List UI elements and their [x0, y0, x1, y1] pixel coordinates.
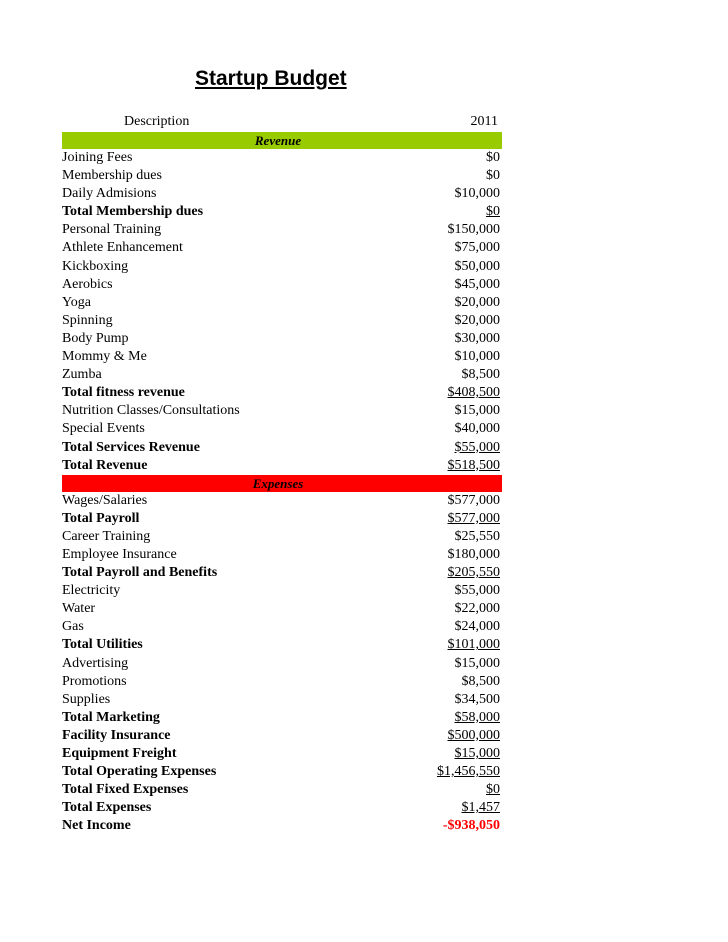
table-row [62, 276, 502, 294]
row-label: Equipment Freight [62, 746, 177, 761]
row-value: $0 [486, 150, 500, 165]
row-label: Employee Insurance [62, 546, 177, 562]
table-row [62, 799, 502, 817]
table-row [62, 330, 502, 348]
row-value: $408,500 [447, 385, 500, 401]
table-row [62, 600, 502, 618]
table-row [62, 564, 502, 582]
row-label: Personal Training [62, 222, 162, 238]
table-row [62, 745, 502, 763]
page-title: Startup Budget [195, 67, 347, 90]
row-label: Total Membership dues [62, 204, 204, 220]
row-label: Kickboxing [62, 258, 129, 274]
table-row [62, 817, 502, 835]
table-row [62, 691, 502, 709]
table-row [62, 528, 502, 546]
row-value: $577,000 [447, 492, 500, 508]
table-row [62, 618, 502, 636]
row-value: $150,000 [447, 222, 500, 238]
row-value: $24,000 [454, 619, 500, 635]
budget-sections [62, 132, 502, 835]
row-value: $20,000 [454, 312, 500, 328]
table-row [62, 384, 502, 402]
row-label: Total Utilities [62, 637, 143, 653]
row-value: $34,500 [454, 691, 500, 707]
row-label: Total Payroll [62, 510, 140, 526]
table-row [62, 420, 502, 438]
table-row [62, 582, 502, 600]
table-row [62, 781, 502, 799]
row-value: $101,000 [447, 637, 500, 653]
row-label: Athlete Enhancement [62, 240, 183, 256]
table-row [62, 673, 502, 691]
row-label: Total Expenses [62, 800, 152, 816]
row-label: Total fitness revenue [62, 385, 185, 401]
row-label: Total Fixed Expenses [62, 782, 189, 798]
table-row [62, 239, 502, 257]
row-value: $8,500 [461, 673, 500, 689]
table-row [62, 348, 502, 366]
row-label: Membership dues [62, 168, 162, 184]
description-column-header: Description [124, 114, 190, 129]
row-value: $1,457 [461, 800, 500, 816]
row-label: Yoga [62, 294, 91, 310]
table-row [62, 655, 502, 673]
row-value: $500,000 [447, 727, 500, 743]
row-label: Nutrition Classes/Consultations [62, 403, 240, 419]
table-row [62, 636, 502, 654]
row-label: Mommy & Me [62, 349, 147, 365]
row-label: Total Payroll and Benefits [62, 565, 218, 581]
table-row [62, 727, 502, 745]
row-value: $22,000 [454, 601, 500, 617]
table-row [62, 185, 502, 203]
row-value: $0 [486, 782, 500, 798]
row-label: Total Operating Expenses [62, 764, 217, 780]
section-title: Expenses [252, 475, 304, 491]
row-value: $55,000 [454, 583, 500, 599]
row-value: $1,456,550 [437, 764, 500, 780]
table-row [62, 709, 502, 727]
table-row [62, 221, 502, 239]
table-row [62, 312, 502, 330]
table-row [62, 439, 502, 457]
row-label: Special Events [62, 421, 145, 437]
row-label: Wages/Salaries [62, 492, 148, 508]
row-value: $577,000 [447, 510, 500, 526]
row-value: $518,500 [447, 457, 500, 473]
row-label: Advertising [62, 655, 129, 671]
row-label: Electricity [62, 583, 121, 599]
row-label: Supplies [62, 691, 111, 707]
row-value: $25,550 [454, 528, 500, 544]
table-row [62, 167, 502, 185]
row-label: Net Income [62, 818, 131, 834]
row-label: Gas [62, 619, 84, 635]
row-value: $180,000 [447, 546, 500, 562]
table-row [62, 258, 502, 276]
row-label: Career Training [62, 528, 151, 544]
row-value: $15,000 [454, 655, 500, 671]
row-label: Body Pump [62, 330, 129, 346]
row-value: $8,500 [461, 367, 500, 383]
row-label: Zumba [62, 367, 102, 383]
section-header-expenses [62, 475, 502, 492]
row-value: $55,000 [454, 439, 500, 455]
row-value: $58,000 [454, 709, 500, 725]
table-row [62, 763, 502, 781]
section-title: Revenue [254, 133, 302, 148]
row-value: $0 [486, 168, 500, 184]
row-label: Spinning [62, 312, 113, 328]
table-row [62, 366, 502, 384]
row-value: $30,000 [454, 330, 500, 346]
row-value: $45,000 [454, 276, 500, 292]
row-value: -$938,050 [442, 818, 500, 834]
table-row [62, 402, 502, 420]
row-value: $15,000 [454, 403, 500, 419]
row-label: Promotions [62, 673, 127, 689]
row-value: $205,550 [447, 565, 500, 581]
table-row [62, 510, 502, 528]
table-row [62, 457, 502, 475]
row-value: $15,000 [454, 746, 500, 761]
row-value: $0 [486, 204, 500, 220]
row-label: Facility Insurance [62, 727, 171, 743]
row-label: Aerobics [62, 276, 113, 292]
table-row [62, 294, 502, 312]
row-label: Total Services Revenue [62, 439, 200, 455]
row-label: Daily Admisions [62, 186, 157, 202]
table-row [62, 203, 502, 221]
section-header-revenue [62, 132, 502, 149]
row-value: $40,000 [454, 421, 500, 437]
budget-table [62, 112, 502, 835]
row-value: $10,000 [454, 349, 500, 365]
table-row [62, 149, 502, 167]
row-value: $10,000 [454, 186, 500, 202]
row-label: Total Revenue [62, 457, 148, 473]
year-column-header: 2011 [470, 114, 498, 129]
row-label: Water [62, 601, 96, 617]
row-value: $75,000 [454, 240, 500, 256]
row-label: Joining Fees [62, 150, 133, 165]
table-row [62, 546, 502, 564]
column-header-row [62, 112, 502, 132]
table-row [62, 492, 502, 510]
row-label: Total Marketing [62, 709, 160, 725]
row-value: $20,000 [454, 294, 500, 310]
row-value: $50,000 [454, 258, 500, 274]
